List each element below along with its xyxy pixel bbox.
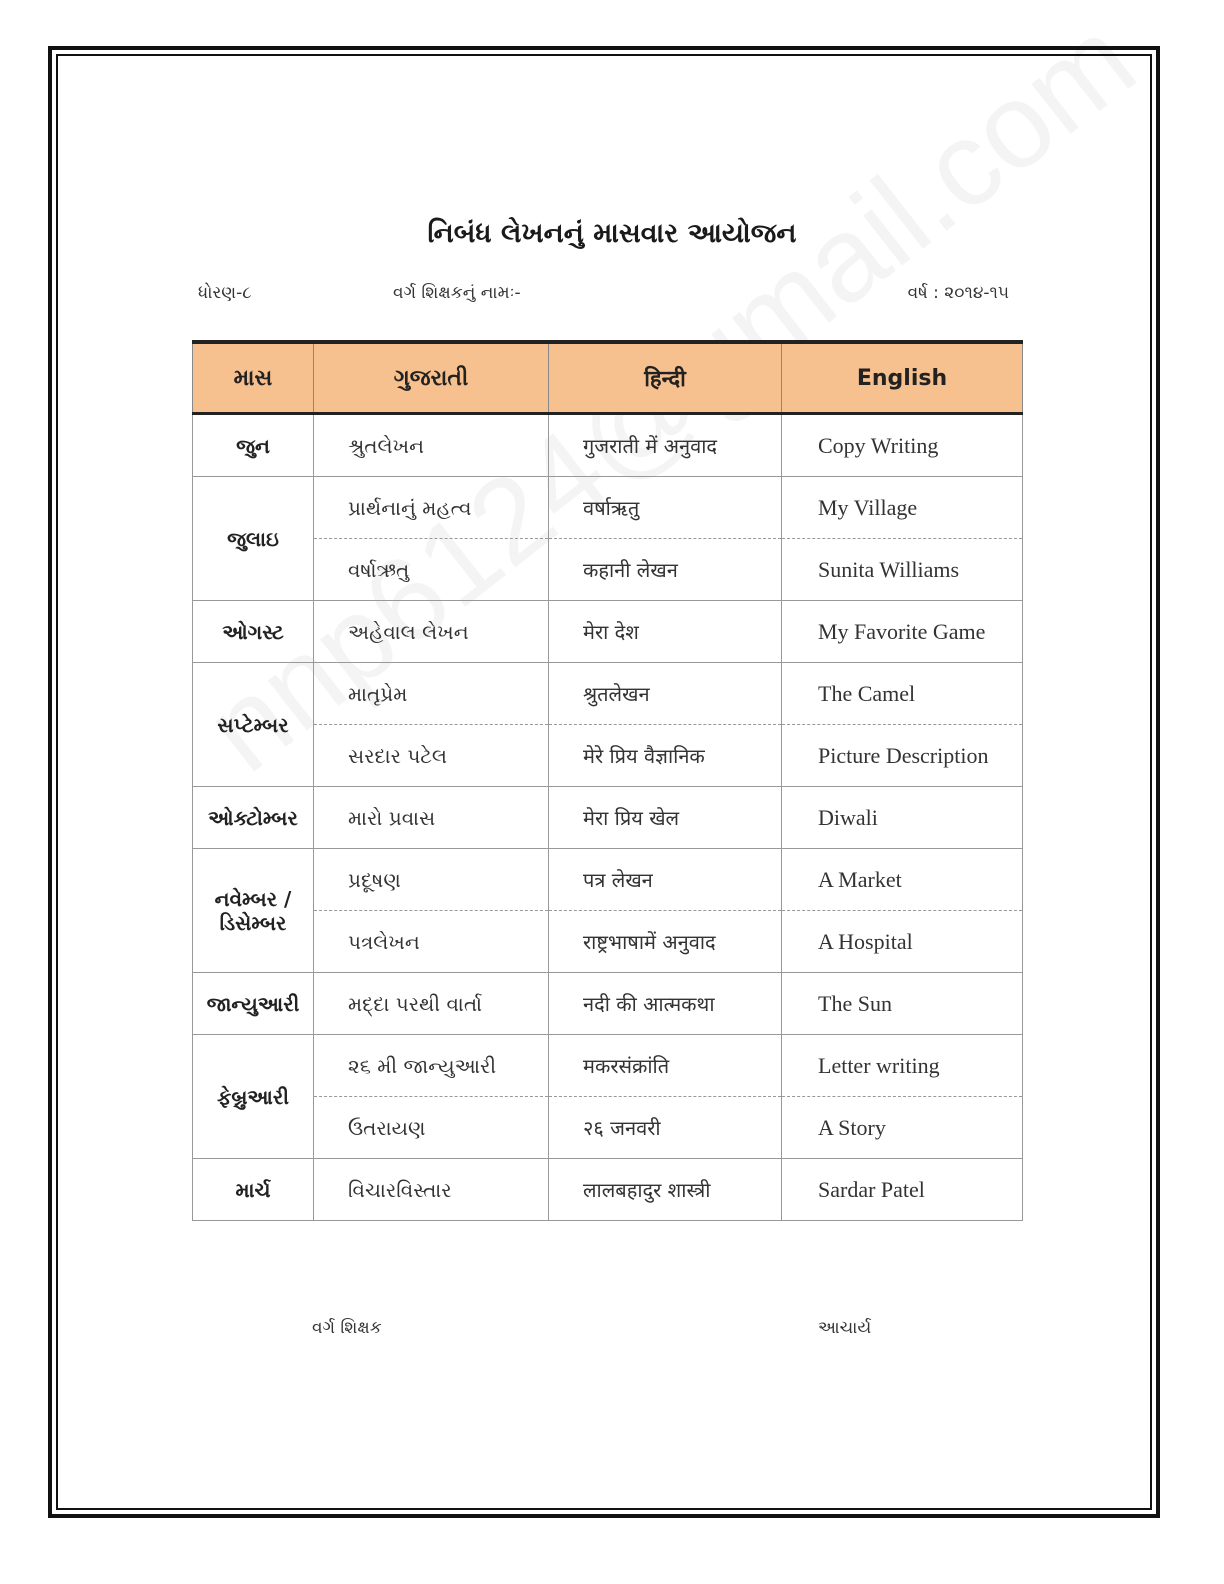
gujarati-topic: સરદાર પટેલ xyxy=(314,725,549,787)
hindi-topic: लालबहादुर शास्त्री xyxy=(549,1159,782,1221)
class-teacher-signature-label: વર્ગ શિક્ષક xyxy=(312,1318,382,1338)
english-topic: A Hospital xyxy=(782,911,1023,973)
gujarati-topic: અહેવાલ લેખન xyxy=(314,601,549,663)
essay-plan-table xyxy=(192,340,1022,1221)
english-topic: The Camel xyxy=(782,663,1023,725)
table-row xyxy=(193,1097,1023,1159)
table-row xyxy=(193,539,1023,601)
month-cell: સપ્ટેમ્બર xyxy=(193,663,314,787)
month-cell: ઓગસ્ટ xyxy=(193,601,314,663)
hindi-topic: मकरसंक्रांति xyxy=(549,1035,782,1097)
table-row xyxy=(193,663,1023,725)
month-cell: જુન xyxy=(193,414,314,477)
english-topic: Sunita Williams xyxy=(782,539,1023,601)
english-topic: Picture Description xyxy=(782,725,1023,787)
gujarati-topic: ઉતરાયણ xyxy=(314,1097,549,1159)
english-topic: Letter writing xyxy=(782,1035,1023,1097)
gujarati-topic: પ્રદૂષણ xyxy=(314,849,549,911)
hindi-topic: पत्र लेखन xyxy=(549,849,782,911)
hindi-topic: गुजराती में अनुवाद xyxy=(549,414,782,477)
year-label: વર્ષ : ૨૦૧૪-૧૫ xyxy=(907,283,1009,303)
hindi-topic: श्रुतलेखन xyxy=(549,663,782,725)
hindi-topic: कहानी लेखन xyxy=(549,539,782,601)
month-cell: નવેમ્બર / ડિસેમ્બર xyxy=(193,849,314,973)
hindi-topic: नदी की आत्मकथा xyxy=(549,973,782,1035)
table-row xyxy=(193,1159,1023,1221)
header-month: માસ xyxy=(193,342,314,414)
gujarati-topic: મારો પ્રવાસ xyxy=(314,787,549,849)
month-cell: ફેબ્રુઆરી xyxy=(193,1035,314,1159)
standard-label: ધોરણ-૮ xyxy=(198,283,252,303)
hindi-topic: वर्षाऋतु xyxy=(549,477,782,539)
hindi-topic: राष्ट्रभाषामें अनुवाद xyxy=(549,911,782,973)
table-row xyxy=(193,911,1023,973)
table-row xyxy=(193,725,1023,787)
gujarati-topic: પ્રાર્થનાનું મહત્વ xyxy=(314,477,549,539)
month-cell: જુલાઇ xyxy=(193,477,314,601)
gujarati-topic: માતૃપ્રેમ xyxy=(314,663,549,725)
table-row xyxy=(193,849,1023,911)
header-english: English xyxy=(782,342,1023,414)
gujarati-topic: ૨૬ મી જાન્યુઆરી xyxy=(314,1035,549,1097)
english-topic: The Sun xyxy=(782,973,1023,1035)
english-topic: My Village xyxy=(782,477,1023,539)
table-row xyxy=(193,414,1023,477)
english-topic: Diwali xyxy=(782,787,1023,849)
table-row xyxy=(193,787,1023,849)
hindi-topic: मेरा प्रिय खेल xyxy=(549,787,782,849)
gujarati-topic: વર્ષાઋતુ xyxy=(314,539,549,601)
document-title: નિબંધ લેખનનું માસવાર આયોજન xyxy=(427,218,797,249)
table-row xyxy=(193,973,1023,1035)
gujarati-topic: શ્રુતલેખન xyxy=(314,414,549,477)
english-topic: My Favorite Game xyxy=(782,601,1023,663)
principal-signature-label: આચાર્ય xyxy=(818,1318,872,1338)
teacher-name-label: વર્ગ શિક્ષકનું નામઃ- xyxy=(393,283,521,303)
english-topic: A Story xyxy=(782,1097,1023,1159)
table-row xyxy=(193,601,1023,663)
hindi-topic: मेरे प्रिय वैज्ञानिक xyxy=(549,725,782,787)
table-header-row xyxy=(193,342,1023,414)
gujarati-topic: વિચારવિસ્તાર xyxy=(314,1159,549,1221)
header-hindi: हिन्दी xyxy=(549,342,782,414)
table-row xyxy=(193,1035,1023,1097)
english-topic: Copy Writing xyxy=(782,414,1023,477)
table-row xyxy=(193,477,1023,539)
gujarati-topic: પત્રલેખન xyxy=(314,911,549,973)
hindi-topic: मेरा देश xyxy=(549,601,782,663)
gujarati-topic: મદ્દા પરથી વાર્તા xyxy=(314,973,549,1035)
english-topic: A Market xyxy=(782,849,1023,911)
header-gujarati: ગુજરાતી xyxy=(314,342,549,414)
month-cell: ઓક્ટોમ્બર xyxy=(193,787,314,849)
month-cell: માર્ચ xyxy=(193,1159,314,1221)
english-topic: Sardar Patel xyxy=(782,1159,1023,1221)
hindi-topic: २६ जनवरी xyxy=(549,1097,782,1159)
month-cell: જાન્યુઆરી xyxy=(193,973,314,1035)
